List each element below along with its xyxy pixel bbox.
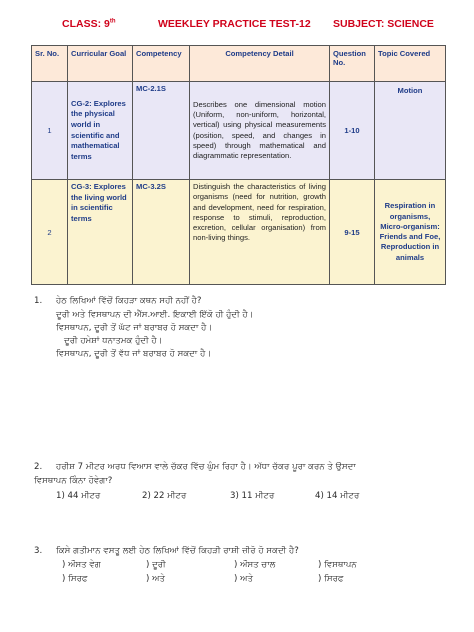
option-4b: ) ਸਿਰਫ — [318, 574, 344, 584]
option-text: ਦੂਰੀ ਹਮੇਸ਼ਾਂ ਧਨਾਤਮਕ ਹੁੰਦੀ ਹੈ। — [64, 336, 163, 346]
table-row — [32, 180, 446, 285]
option-text: ਵਿਸਥਾਪਨ, ਦੂਰੀ ਤੋਂ ਵੱਧ ਜਾਂ ਬਰਾਬਰ ਹੋ ਸਕਦਾ ਹੈ। — [56, 349, 212, 359]
option-3: 3) 11 ਮੀਟਰ — [230, 491, 275, 501]
option-1: 1) 44 ਮੀਟਰ — [56, 491, 101, 501]
option-2: ) ਦੂਰੀ — [146, 560, 166, 570]
option-4: 4) 14 ਮੀਟਰ — [315, 491, 360, 501]
question-number: 2. — [34, 462, 43, 472]
option-3b: ) ਅਤੇ — [234, 574, 253, 584]
option-1: ) ਔਸਤ ਵੇਗ — [62, 560, 101, 570]
class-label: CLASS: 9th — [62, 18, 116, 30]
table-row — [32, 82, 446, 180]
cell-topic: Respiration in organisms, Micro-organism: Friends and Foe, Reproduction in animals — [375, 180, 446, 285]
col-header-goal: Curricular Goal — [68, 46, 133, 82]
question-2 — [34, 462, 444, 510]
option-1b: ) ਸਿਰਫ — [62, 574, 88, 584]
col-header-sr: Sr. No. — [32, 46, 68, 82]
question-text: ਹੇਠ ਲਿਖਿਆਂ ਵਿੱਚੋਂ ਕਿਹੜਾ ਕਥਨ ਸਹੀ ਨਹੀਂ ਹੈ? — [56, 296, 202, 306]
question-number: 1. — [34, 296, 43, 306]
cell-sr: 1 — [32, 82, 68, 180]
page-header — [0, 14, 474, 34]
cell-goal: CG-3: Explores the living world in scientific terms — [68, 180, 133, 285]
cell-detail: Describes one dimensional motion (Uniform, non-uniform, horizontal, vertical) using physical measurements (position, speed, and changes in speed) through mathematical and diagrammatic representation. — [190, 82, 330, 180]
cell-questions: 9-15 — [330, 180, 375, 285]
option-4: ) ਵਿਸਥਾਪਨ — [318, 560, 357, 570]
subject-label: SUBJECT: SCIENCE — [333, 18, 434, 30]
cell-competency: MC-3.2S — [133, 180, 190, 285]
test-title: WEEKLEY PRACTICE TEST-12 — [158, 18, 311, 30]
col-header-detail: Competency Detail — [190, 46, 330, 82]
col-header-question: Question No. — [330, 46, 375, 82]
question-number: 3. — [34, 546, 43, 556]
col-header-topic: Topic Covered — [375, 46, 446, 82]
curriculum-table — [31, 45, 446, 285]
col-header-competency: Competency — [133, 46, 190, 82]
table-header-row — [32, 46, 446, 82]
cell-goal: CG-2: Explores the physical world in scientific and mathematical terms — [68, 82, 133, 180]
cell-topic: Motion — [375, 82, 446, 180]
question-text: ਵਿਸਥਾਪਨ ਕਿੰਨਾ ਹੋਵੇਗਾ? — [34, 476, 113, 486]
question-3 — [34, 546, 444, 592]
option-2: 2) 22 ਮੀਟਰ — [142, 491, 187, 501]
option-2b: ) ਅਤੇ — [146, 574, 165, 584]
option-text: ਵਿਸਥਾਪਨ, ਦੂਰੀ ਤੋਂ ਘੱਟ ਜਾਂ ਬਰਾਬਰ ਹੋ ਸਕਦਾ ਹੈ। — [56, 323, 213, 333]
option-text: ਦੂਰੀ ਅਤੇ ਵਿਸਥਾਪਨ ਦੀ ਐੱਸ.ਆਈ. ਇਕਾਈ ਇੱਕੋ ਹੀ ਹੁੰਦੀ ਹੈ। — [56, 310, 254, 320]
question-text: ਹਰੀਸ਼ 7 ਮੀਟਰ ਅਰਧ ਵਿਆਸ ਵਾਲੇ ਚੱਕਰ ਵਿੱਚ ਘੁੰਮ ਰਿਹਾ ਹੈ। ਅੱਧਾ ਚੱਕਰ ਪੂਰਾ ਕਰਨ ਤੇ ਉਸਦਾ — [56, 462, 356, 472]
question-1 — [34, 296, 444, 366]
cell-questions: 1-10 — [330, 82, 375, 180]
cell-sr: 2 — [32, 180, 68, 285]
option-3: ) ਔਸਤ ਚਾਲ — [234, 560, 276, 570]
cell-detail: Distinguish the characteristics of living organisms (need for nutrition, growth and development, need for respiration, response to stimuli, reproduction, excretion, cellular organisation) from non-living things. — [190, 180, 330, 285]
question-text: ਕਿਸੇ ਗਤੀਮਾਨ ਵਸਤੂ ਲਈ ਹੇਠ ਲਿਖਿਆਂ ਵਿੱਚੋਂ ਕਿਹੜੀ ਰਾਸ਼ੀ ਜ਼ੀਰੋ ਹੋ ਸਕਦੀ ਹੈ? — [56, 546, 299, 556]
cell-competency: MC-2.1S — [133, 82, 190, 180]
